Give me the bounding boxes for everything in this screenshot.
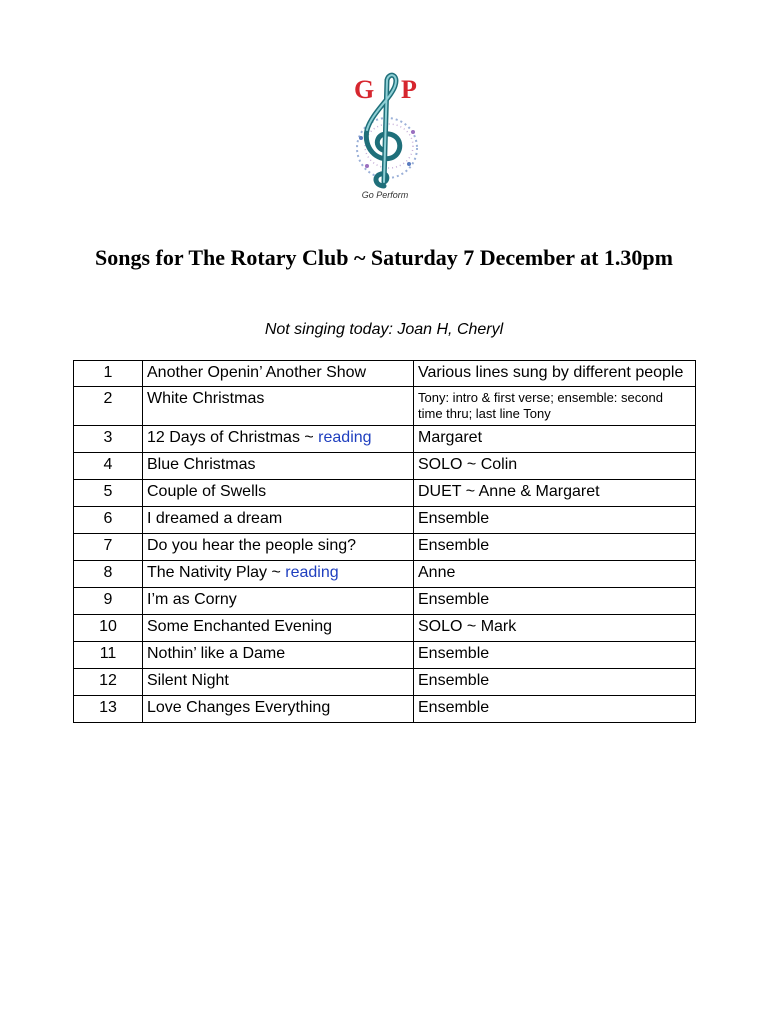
- song-title: I’m as Corny: [143, 588, 414, 615]
- song-number: 5: [74, 480, 143, 507]
- song-performer: Ensemble: [414, 669, 696, 696]
- song-title-cell: [143, 561, 414, 588]
- song-performer: Various lines sung by different people: [414, 361, 696, 387]
- page-title: Songs for The Rotary Club ~ Saturday 7 December at 1.30pm: [95, 245, 673, 270]
- table-row: [74, 534, 696, 561]
- table-row: [74, 696, 696, 723]
- table-row: [74, 507, 696, 534]
- song-title: Couple of Swells: [143, 480, 414, 507]
- song-number: 9: [74, 588, 143, 615]
- song-performer: Ensemble: [414, 642, 696, 669]
- song-performer: Ensemble: [414, 588, 696, 615]
- song-number: 1: [74, 361, 143, 387]
- song-number: 6: [74, 507, 143, 534]
- reading-note: reading: [318, 429, 372, 446]
- song-number: 11: [74, 642, 143, 669]
- table-row: [74, 453, 696, 480]
- song-title: Another Openin’ Another Show: [143, 361, 414, 387]
- table-row: [74, 615, 696, 642]
- table-row: [74, 480, 696, 507]
- song-performer: SOLO ~ Mark: [414, 615, 696, 642]
- song-title-cell: [143, 426, 414, 453]
- table-row: [74, 426, 696, 453]
- song-number: 4: [74, 453, 143, 480]
- logo-tagline: Go Perform: [361, 190, 409, 200]
- table-row: [74, 387, 696, 426]
- go-perform-logo: [337, 68, 433, 206]
- song-title: Do you hear the people sing?: [143, 534, 414, 561]
- song-number: 10: [74, 615, 143, 642]
- song-title: Blue Christmas: [143, 453, 414, 480]
- song-number: 2: [74, 387, 143, 426]
- table-row: [74, 361, 696, 387]
- table-row: [74, 642, 696, 669]
- song-number: 7: [74, 534, 143, 561]
- logo-letter-g: G: [354, 75, 375, 104]
- song-performer: Margaret: [414, 426, 696, 453]
- song-performer: SOLO ~ Colin: [414, 453, 696, 480]
- song-performer: Ensemble: [414, 507, 696, 534]
- reading-note: reading: [285, 564, 339, 581]
- song-performer: Ensemble: [414, 696, 696, 723]
- song-performer: Anne: [414, 561, 696, 588]
- song-title: The Nativity Play ~: [147, 564, 286, 581]
- table-row: [74, 669, 696, 696]
- song-performer: Tony: intro & first verse; ensemble: second time thru; last line Tony: [414, 387, 696, 426]
- not-singing-note: Not singing today: Joan H, Cheryl: [264, 321, 504, 338]
- treble-clef-icon: [337, 68, 433, 206]
- song-title: White Christmas: [143, 387, 414, 426]
- song-title: Some Enchanted Evening: [143, 615, 414, 642]
- table-row: [74, 561, 696, 588]
- song-number: 13: [74, 696, 143, 723]
- song-title: I dreamed a dream: [143, 507, 414, 534]
- song-performer: Ensemble: [414, 534, 696, 561]
- song-title: 12 Days of Christmas ~: [147, 429, 319, 446]
- song-number: 12: [74, 669, 143, 696]
- song-number: 3: [74, 426, 143, 453]
- song-title: Love Changes Everything: [143, 696, 414, 723]
- table-row: [74, 588, 696, 615]
- song-title: Silent Night: [143, 669, 414, 696]
- song-list-table: [73, 360, 696, 723]
- song-performer: DUET ~ Anne & Margaret: [414, 480, 696, 507]
- song-number: 8: [74, 561, 143, 588]
- song-title: Nothin’ like a Dame: [143, 642, 414, 669]
- logo-letter-p: P: [401, 75, 417, 104]
